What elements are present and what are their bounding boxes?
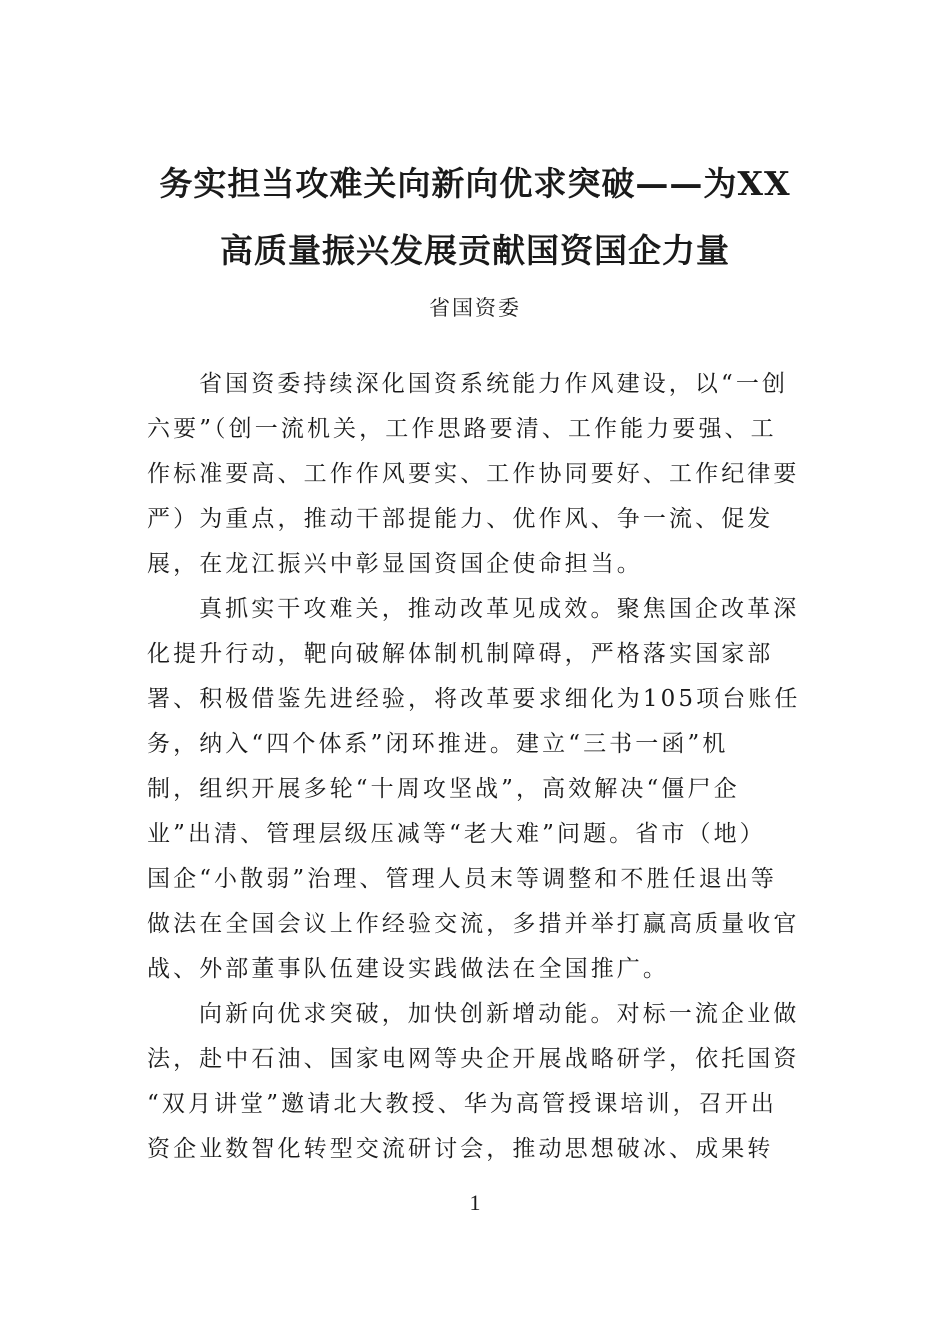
text-line: 展，在龙江振兴中彰显国资国企使命担当。 [147, 551, 643, 577]
text-line: 制，组织开展多轮“十周攻坚战”，高效解决“僵尸企 [147, 776, 740, 802]
paragraph-1 [147, 362, 800, 587]
text-line: 战、外部董事队伍建设实践做法在全国推广。 [147, 956, 669, 982]
text-line: 法，赴中石油、国家电网等央企开展战略研学，依托国资 [147, 1046, 800, 1072]
text-line: 业”出清、管理层级压减等“老大难”问题。省市（地） [147, 821, 766, 847]
paragraph-3 [147, 992, 800, 1172]
document-title [120, 150, 830, 284]
text-line: 务，纳入“四个体系”闭环推进。建立“三书一函”机 [147, 731, 729, 757]
author: 省国资委 [429, 296, 521, 320]
paragraph-2 [147, 587, 801, 992]
text-line: 资企业数智化转型交流研讨会，推动思想破冰、成果转 [147, 1136, 774, 1162]
text-line: 省国资委持续深化国资系统能力作风建设，以“一创 [199, 371, 789, 397]
text-line: 化提升行动，靶向破解体制机制障碍，严格落实国家部 [147, 641, 774, 667]
text-line: 向新向优求突破，加快创新增动能。对标一流企业做 [199, 1001, 800, 1027]
title-line-1: 务实担当攻难关向新向优求突破——为XX [159, 164, 791, 203]
text-line: 作标准要高、工作作风要实、工作协同要好、工作纪律要 [147, 461, 800, 487]
text-line: 六要”（创一流机关，工作思路要清、工作能力要强、工 [147, 416, 777, 442]
text-line: 严）为重点，推动干部提能力、优作风、争一流、促发 [147, 506, 774, 532]
text-line: 做法在全国会议上作经验交流，多措并举打赢高质量收官 [147, 911, 800, 937]
page-number: 1 [469, 1190, 481, 1215]
text-line: “双月讲堂”邀请北大教授、华为高管授课培训，召开出 [147, 1091, 778, 1117]
title-line-2: 高质量振兴发展贡献国资国企力量 [220, 231, 730, 270]
document-body [147, 362, 801, 1172]
text-line: 国企“小散弱”治理、管理人员末等调整和不胜任退出等 [147, 866, 778, 892]
text-line: 真抓实干攻难关，推动改革见成效。聚焦国企改革深 [199, 596, 800, 622]
text-line: 署、积极借鉴先进经验，将改革要求细化为105项台账任 [147, 686, 801, 712]
